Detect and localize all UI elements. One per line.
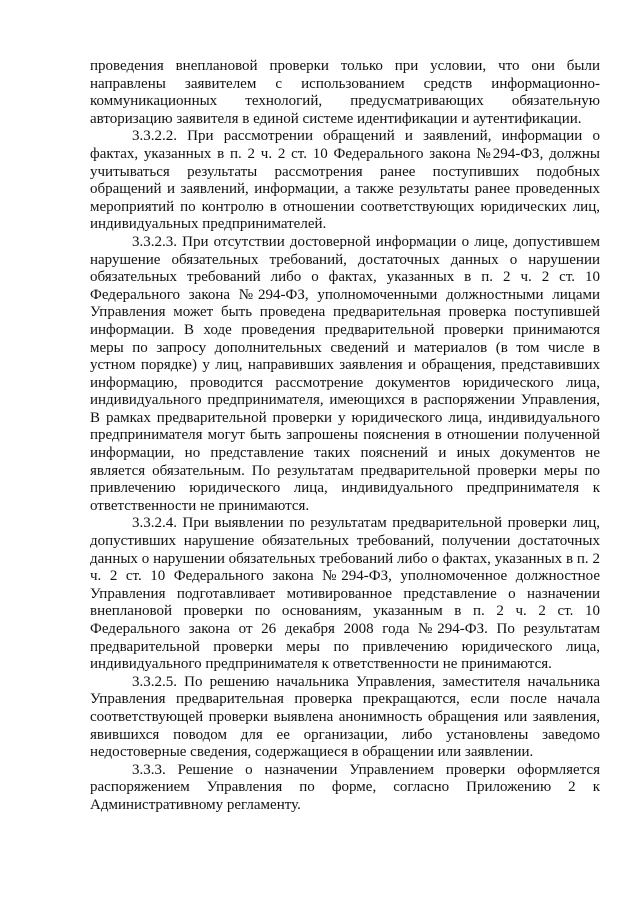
paragraph-3-3-2-2: 3.3.2.2. При рассмотрении обращений и заявлений, информации о фактах, указанных в п. 2 ч. 2 ст. 10 Федерального закона №294-ФЗ, должны учитываться результаты рассмотрения ранее поступивших подобных обращений и заявлений, информации, а также результаты ранее проведенных мероприятий по контролю в отношении соответствующих юридических лиц, индивидуальных предпринимателей. [90, 128, 600, 233]
document-page [90, 58, 600, 815]
paragraph-3-3-3: 3.3.3. Решение о назначении Управлением проверки оформляется распоряжением Управления по форме, согласно Приложению 2 к Административному регламенту. [90, 761, 600, 813]
paragraph-3-3-2-4: 3.3.2.4. При выявлении по результатам предварительной проверки лиц, допустивших нарушение обязательных требований, получении достаточных данных о нарушении обязательных требований либо о фактах, указанных в п. 2 ч. 2 ст. 10 Федерального закона №294-ФЗ, уполномоченное должностное Управления подготавливает мотивированное представление о назначении внеплановой проверки по основаниям, указанным в п. 2 ч. 2 ст. 10 Федерального закона от 26 декабря 2008 года №294-ФЗ. По результатам предварительной проверки меры по привлечению юридического лица, индивидуального предпринимателя к ответственности не принимаются. [90, 515, 600, 673]
paragraph-3-3-2-3: 3.3.2.3. При отсутствии достоверной информации о лице, допустившем нарушение обязательных требований, достаточных данных о нарушении обязательных требований либо о фактах, указанных в п. 2 ч. 2 ст. 10 Федерального закона №294-ФЗ, уполномоченными должностными лицами Управления может быть проведена предварительная проверка поступившей информации. В ходе проведения предварительной проверки принимаются меры по запросу дополнительных сведений и материалов (в том числе в устном порядке) у лиц, направивших заявления и обращения, представивших информацию, проводится рассмотрение документов юридического лица, индивидуального предпринимателя, имеющихся в распоряжении Управления, В рамках предварительной проверки у юридического лица, индивидуального предпринимателя могут быть запрошены пояснения в отношении полученной информации, но представление таких пояснений и иных документов не является обязательным. По результатам предварительной проверки меры по привлечению юридического лица, индивидуального предпринимателя к ответственности не принимаются. [90, 233, 600, 514]
paragraph-continuation: проведения внеплановой проверки только при условии, что они были направлены заявителем с использованием средств информационно-коммуникационных технологий, предусматривающих обязательную авторизацию заявителя в единой системе идентификации и аутентификации. [90, 58, 600, 127]
paragraph-3-3-2-5: 3.3.2.5. По решению начальника Управления, заместителя начальника Управления предварительная проверка прекращаются, если после начала соответствующей проверки выявлена анонимность обращения или заявления, явившихся поводом для ее организации, либо установлены заведомо недостоверные сведения, содержащиеся в обращении или заявлении. [90, 673, 600, 761]
